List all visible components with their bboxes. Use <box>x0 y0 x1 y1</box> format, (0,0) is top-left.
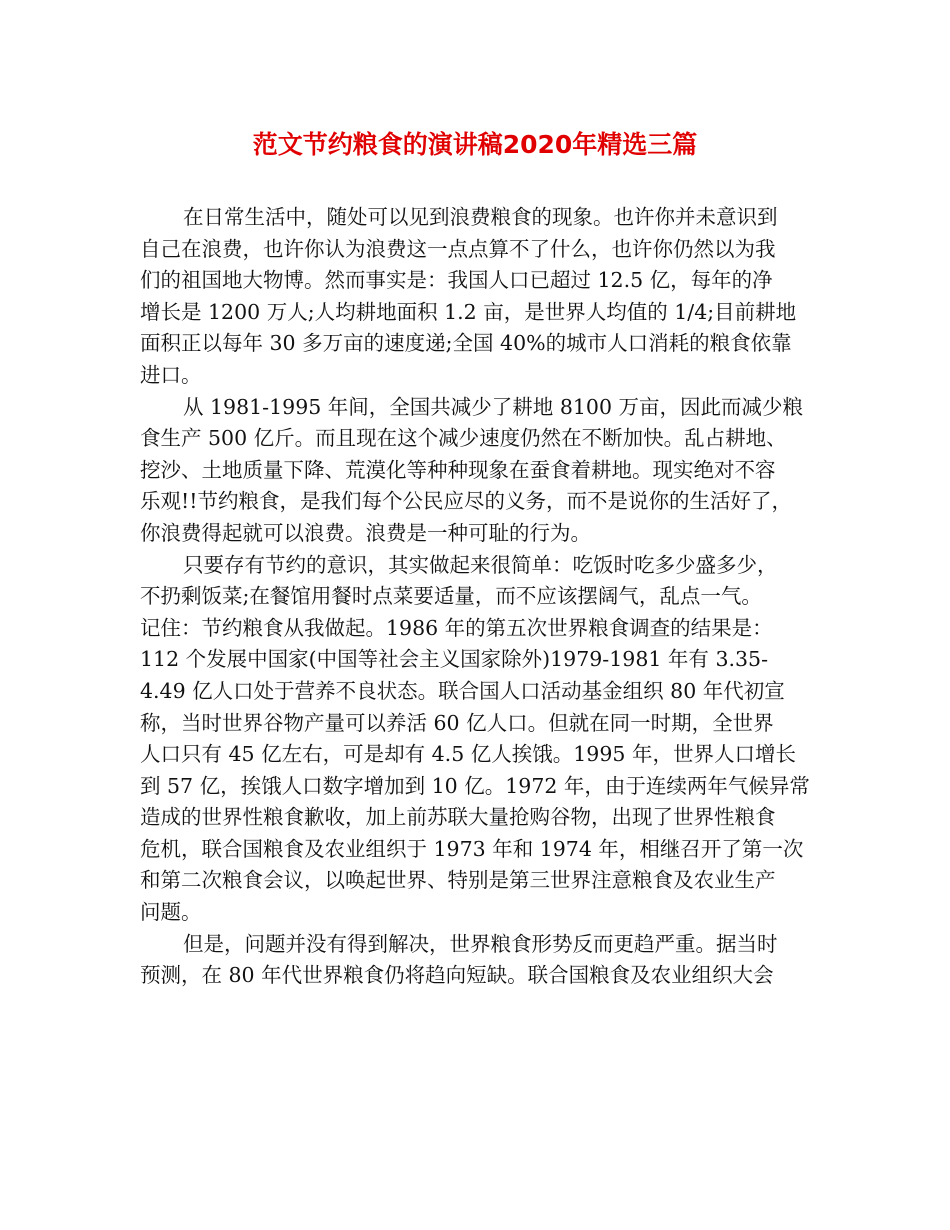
text-line: 4.49 亿人口处于营养不良状态。联合国人口活动基金组织 80 年代初宣 <box>140 678 785 703</box>
paragraph-1 <box>140 202 820 392</box>
text-line: 造成的世界性粮食歉收，加上前苏联大量抢购谷物，出现了世界性粮食 <box>140 805 776 830</box>
document-title: 范文节约粮食的演讲稿2020年精选三篇 <box>252 130 698 159</box>
text-line: 进口。 <box>140 362 202 387</box>
text-line: 称，当时世界谷物产量可以养活 60 亿人口。但就在同一时期，全世界 <box>140 710 774 735</box>
text-line: 112 个发展中国家(中国等社会主义国家除外)1979-1981 年有 3.35- <box>140 647 769 672</box>
text-line: 乐观!!节约粮食，是我们每个公民应尽的义务，而不是说你的生活好了， <box>140 489 792 514</box>
text-line: 面积正以每年 30 多万亩的速度递;全国 40%的城市人口消耗的粮食依靠 <box>140 331 792 356</box>
text-line: 们的祖国地大物博。然而事实是：我国人口已超过 12.5 亿，每年的净 <box>140 268 773 293</box>
text-line: 和第二次粮食会议，以唤起世界、特别是第三世界注意粮食及农业生产 <box>140 868 776 893</box>
text-line: 到 57 亿，挨饿人口数字增加到 10 亿。1972 年，由于连续两年气候异常 <box>140 773 810 798</box>
text-line: 挖沙、土地质量下降、荒漠化等种种现象在蚕食着耕地。现实绝对不容 <box>140 457 776 482</box>
text-line: 记住：节约粮食从我做起。1986 年的第五次世界粮食调查的结果是： <box>140 615 773 640</box>
document-body <box>140 202 820 992</box>
text-line: 不扔剩饭菜;在餐馆用餐时点菜要适量，而不应该摆阔气，乱点一气。 <box>140 584 762 609</box>
text-line: 但是，问题并没有得到解决，世界粮食形势反而更趋严重。据当时 <box>183 931 778 956</box>
paragraph-3 <box>140 550 820 929</box>
text-line: 从 1981-1995 年间，全国共减少了耕地 8100 万亩，因此而减少粮 <box>183 394 804 419</box>
text-line: 增长是 1200 万人;人均耕地面积 1.2 亩，是世界人均值的 1/4;目前耕地 <box>140 299 797 324</box>
paragraph-2 <box>140 392 820 550</box>
text-line: 你浪费得起就可以浪费。浪费是一种可耻的行为。 <box>140 520 591 545</box>
text-line: 危机，联合国粮食及农业组织于 1973 年和 1974 年，相继召开了第一次 <box>140 836 804 861</box>
paragraph-4 <box>140 929 820 992</box>
text-line: 问题。 <box>140 900 202 925</box>
text-line: 只要存有节约的意识，其实做起来很简单：吃饭时吃多少盛多少， <box>183 552 778 577</box>
text-line: 预测，在 80 年代世界粮食仍将趋向短缺。联合国粮食及农业组织大会 <box>140 963 774 988</box>
text-line: 人口只有 45 亿左右，可是却有 4.5 亿人挨饿。1995 年，世界人口增长 <box>140 742 796 767</box>
text-line: 自己在浪费，也许你认为浪费这一点点算不了什么，也许你仍然以为我 <box>140 236 776 261</box>
text-line: 食生产 500 亿斤。而且现在这个减少速度仍然在不断加快。乱占耕地、 <box>140 426 787 451</box>
text-line: 在日常生活中，随处可以见到浪费粮食的现象。也许你并未意识到 <box>183 205 778 229</box>
